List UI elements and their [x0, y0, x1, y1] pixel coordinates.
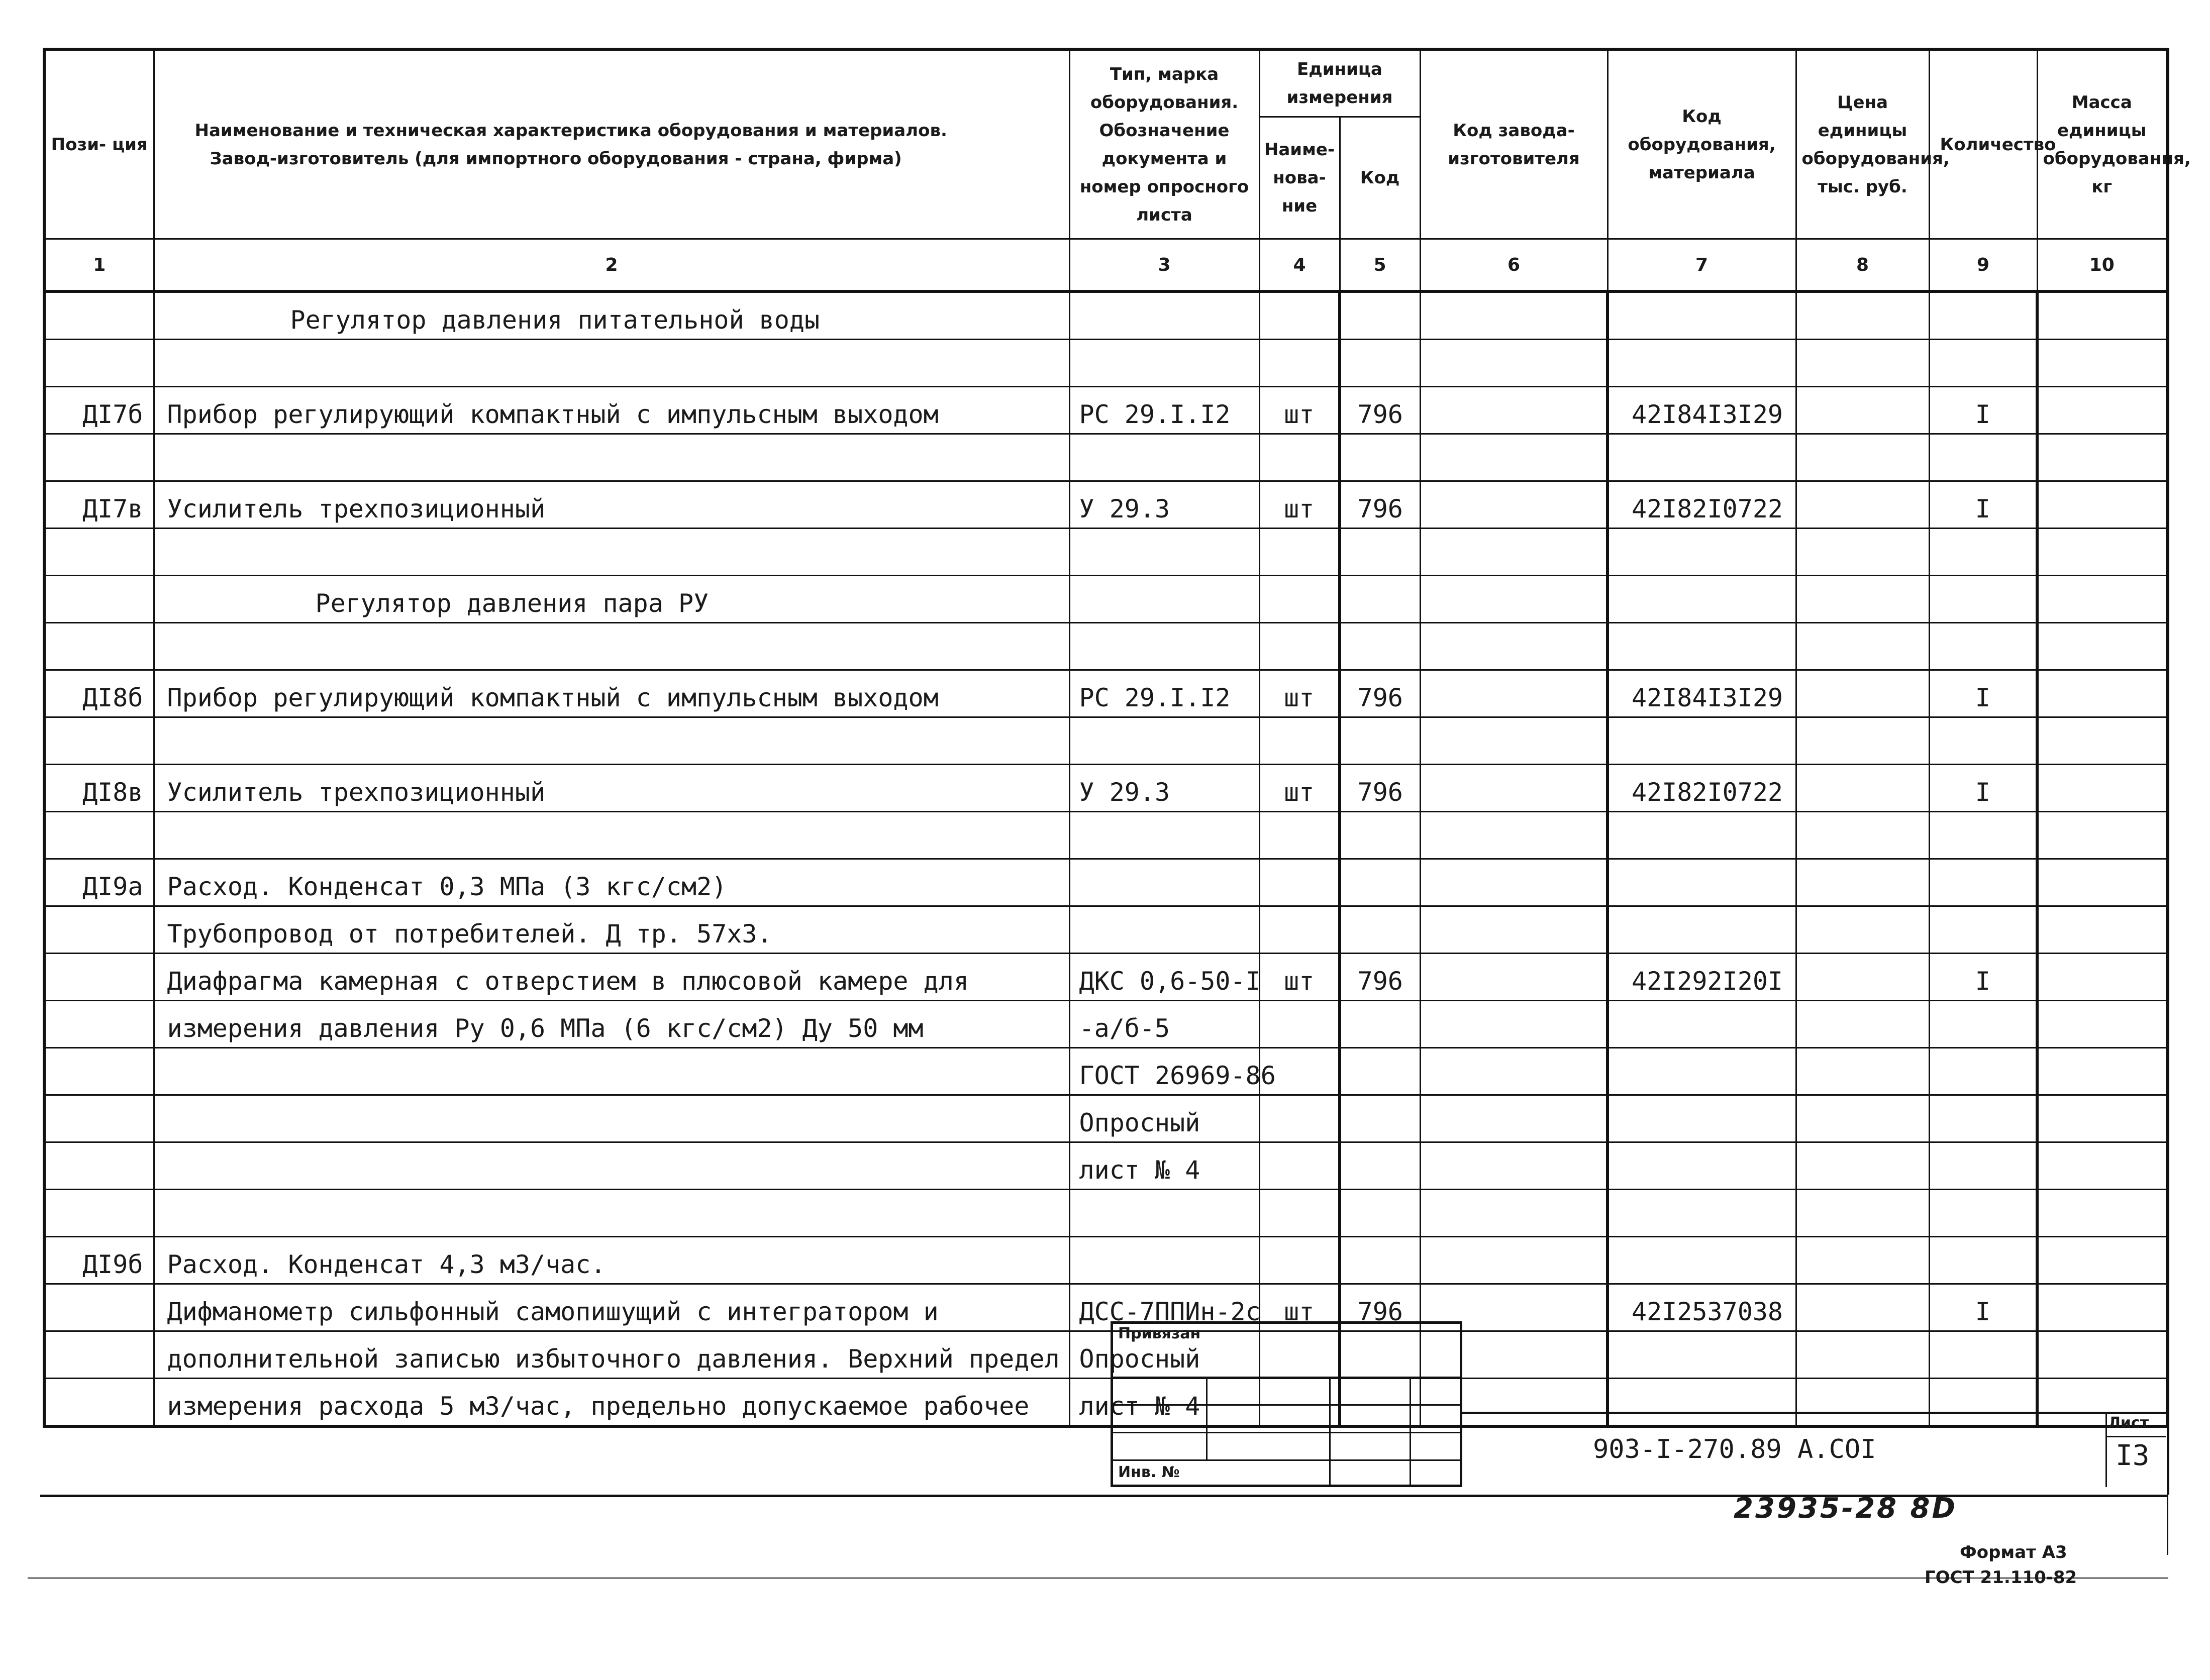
plant-code-cell [1420, 576, 1608, 623]
equipment-code-cell [1608, 529, 1796, 576]
quantity-cell [1929, 340, 2037, 387]
position-cell [44, 340, 154, 387]
mass-cell [2037, 1331, 2167, 1379]
unit-code-cell [1340, 812, 1420, 859]
col-number: 8 [1796, 239, 1929, 292]
equipment-code-cell [1608, 859, 1796, 906]
gost-label: ГОСТ 21.110-82 [1925, 1567, 2077, 1588]
type-cell [1069, 906, 1259, 954]
table-row [44, 434, 2167, 481]
binding-stamp [1111, 1321, 1462, 1487]
equipment-code-cell: 42I82I0722 [1608, 481, 1796, 529]
plant-code-cell [1420, 859, 1608, 906]
col-position-header: Пози- ция [44, 49, 154, 239]
mass-cell [2037, 434, 2167, 481]
price-cell [1796, 434, 1929, 481]
type-cell: Опросный [1069, 1095, 1259, 1142]
name-cell: дополнительной записью избыточного давления. Верхний предел [154, 1331, 1069, 1379]
name-cell [154, 340, 1069, 387]
plant-code-cell [1420, 387, 1608, 434]
position-cell [44, 576, 154, 623]
plant-code-cell [1420, 812, 1608, 859]
col-plant-code-header: Код завода-изготовителя [1420, 49, 1608, 239]
unit-code-cell [1340, 859, 1420, 906]
type-cell [1069, 529, 1259, 576]
table-row [44, 812, 2167, 859]
col-number: 10 [2037, 239, 2167, 292]
position-cell [44, 954, 154, 1001]
type-cell: Опросный [1069, 1331, 1259, 1379]
name-cell: Расход. Конденсат 4,3 м3/час. [154, 1237, 1069, 1284]
position-cell [44, 1190, 154, 1237]
table-row [44, 1379, 2167, 1427]
quantity-cell [1929, 1142, 2037, 1190]
table-row [44, 1190, 2167, 1237]
col-unit-name-header: Наиме-нова-ние [1259, 117, 1340, 239]
mass-cell [2037, 481, 2167, 529]
name-cell [154, 812, 1069, 859]
price-cell [1796, 954, 1929, 1001]
quantity-cell [1929, 576, 2037, 623]
unit-code-cell [1340, 340, 1420, 387]
mass-cell [2037, 859, 2167, 906]
unit-code-cell [1340, 434, 1420, 481]
inventory-label: Инв. № [1118, 1463, 1180, 1481]
mass-cell [2037, 954, 2167, 1001]
type-cell: ГОСТ 26969-86 [1069, 1048, 1259, 1095]
table-row [44, 576, 2167, 623]
unit-cell: шт [1259, 481, 1340, 529]
mass-cell [2037, 623, 2167, 670]
quantity-cell [1929, 906, 2037, 954]
equipment-code-cell: 42I84I3I29 [1608, 387, 1796, 434]
frame-right [2167, 48, 2169, 1495]
position-cell: ДI7в [44, 481, 154, 529]
quantity-cell [1929, 434, 2037, 481]
plant-code-cell [1420, 717, 1608, 765]
plant-code-cell [1420, 670, 1608, 717]
quantity-cell: I [1929, 765, 2037, 812]
name-cell: Дифманометр сильфонный самопишущий с интегратором и [154, 1284, 1069, 1331]
unit-code-cell: 796 [1340, 1284, 1420, 1331]
unit-cell: шт [1259, 670, 1340, 717]
position-cell [44, 717, 154, 765]
col-mass-header: Масса единицы оборудования, кг [2037, 49, 2167, 239]
plant-code-cell [1420, 623, 1608, 670]
title-block-rule [1460, 1412, 2166, 1414]
position-cell [44, 1048, 154, 1095]
equipment-code-cell: 42I82I0722 [1608, 765, 1796, 812]
plant-code-cell [1420, 1001, 1608, 1048]
unit-cell [1259, 1095, 1340, 1142]
type-cell [1069, 1237, 1259, 1284]
unit-code-cell [1340, 1001, 1420, 1048]
mass-cell [2037, 529, 2167, 576]
mass-cell [2037, 1095, 2167, 1142]
unit-cell: шт [1259, 387, 1340, 434]
col-number: 5 [1340, 239, 1420, 292]
plant-code-cell [1420, 1190, 1608, 1237]
unit-cell [1259, 291, 1340, 340]
unit-code-cell [1340, 529, 1420, 576]
mass-cell [2037, 812, 2167, 859]
price-cell [1796, 1048, 1929, 1095]
plant-code-cell [1420, 1095, 1608, 1142]
type-cell: ДКС 0,6-50-I [1069, 954, 1259, 1001]
unit-code-cell [1340, 1190, 1420, 1237]
price-cell [1796, 812, 1929, 859]
name-cell [154, 717, 1069, 765]
sheet-number: I3 [2116, 1439, 2150, 1472]
type-cell: РС 29.I.I2 [1069, 387, 1259, 434]
type-cell: ДСС-7ППИн-2с [1069, 1284, 1259, 1331]
type-cell [1069, 1190, 1259, 1237]
table-row [44, 954, 2167, 1001]
name-cell: Усилитель трехпозиционный [154, 765, 1069, 812]
equipment-code-cell: 42I2537038 [1608, 1284, 1796, 1331]
price-cell [1796, 1331, 1929, 1379]
unit-code-cell [1340, 623, 1420, 670]
position-cell [44, 291, 154, 340]
column-number-row [44, 239, 2167, 292]
unit-code-cell [1340, 717, 1420, 765]
sheet-label: Лист [2108, 1414, 2149, 1432]
mass-cell [2037, 1237, 2167, 1284]
unit-cell: шт [1259, 1284, 1340, 1331]
quantity-cell: I [1929, 670, 2037, 717]
name-cell [154, 1095, 1069, 1142]
quantity-cell [1929, 1190, 2037, 1237]
table-row [44, 1001, 2167, 1048]
mass-cell [2037, 906, 2167, 954]
unit-cell [1259, 529, 1340, 576]
name-cell: Усилитель трехпозиционный [154, 481, 1069, 529]
equipment-code-cell [1608, 906, 1796, 954]
table-row [44, 623, 2167, 670]
plant-code-cell [1420, 340, 1608, 387]
price-cell [1796, 765, 1929, 812]
tied-label: Привязан [1118, 1325, 1201, 1342]
mass-cell [2037, 1142, 2167, 1190]
price-cell [1796, 1190, 1929, 1237]
table-row [44, 906, 2167, 954]
name-cell: Регулятор давления питательной воды [154, 291, 1069, 340]
name-cell: Прибор регулирующий компактный с импульсным выходом [154, 670, 1069, 717]
equipment-code-cell [1608, 1001, 1796, 1048]
quantity-cell [1929, 1237, 2037, 1284]
equipment-code-cell [1608, 1331, 1796, 1379]
table-row [44, 340, 2167, 387]
col-qty-header: Количество [1929, 49, 2037, 239]
quantity-cell [1929, 859, 2037, 906]
price-cell [1796, 623, 1929, 670]
position-cell [44, 1142, 154, 1190]
table-row [44, 1048, 2167, 1095]
price-cell [1796, 1237, 1929, 1284]
position-cell: ДI7б [44, 387, 154, 434]
quantity-cell: I [1929, 1284, 2037, 1331]
table-row [44, 291, 2167, 340]
name-cell [154, 1190, 1069, 1237]
unit-cell [1259, 812, 1340, 859]
table-row [44, 481, 2167, 529]
quantity-cell [1929, 291, 2037, 340]
format-label: Формат А3 [1960, 1542, 2067, 1562]
trim-line [28, 1578, 2168, 1579]
position-cell [44, 434, 154, 481]
name-cell [154, 529, 1069, 576]
plant-code-cell [1420, 954, 1608, 1001]
unit-cell: шт [1259, 954, 1340, 1001]
col-number: 2 [154, 239, 1069, 292]
plant-code-cell [1420, 1142, 1608, 1190]
position-cell [44, 1001, 154, 1048]
plant-code-cell [1420, 481, 1608, 529]
col-number: 6 [1420, 239, 1608, 292]
mass-cell [2037, 1048, 2167, 1095]
name-cell [154, 623, 1069, 670]
type-cell: У 29.3 [1069, 765, 1259, 812]
price-cell [1796, 670, 1929, 717]
price-cell [1796, 340, 1929, 387]
unit-code-cell [1340, 1095, 1420, 1142]
equipment-code-cell [1608, 1237, 1796, 1284]
col-number: 4 [1259, 239, 1340, 292]
quantity-cell [1929, 1001, 2037, 1048]
col-number: 9 [1929, 239, 2037, 292]
name-cell: Диафрагма камерная с отверстием в плюсовой камере для [154, 954, 1069, 1001]
unit-code-cell [1340, 906, 1420, 954]
unit-code-cell: 796 [1340, 387, 1420, 434]
unit-code-cell: 796 [1340, 765, 1420, 812]
mass-cell [2037, 291, 2167, 340]
type-cell [1069, 859, 1259, 906]
unit-cell [1259, 340, 1340, 387]
plant-code-cell [1420, 906, 1608, 954]
unit-cell [1259, 434, 1340, 481]
unit-code-cell [1340, 1237, 1420, 1284]
price-cell [1796, 1284, 1929, 1331]
unit-code-cell [1340, 1142, 1420, 1190]
price-cell [1796, 529, 1929, 576]
col-type-header: Тип, марка оборудования. Обозначение документа и номер опросного листа [1069, 49, 1259, 239]
mass-cell [2037, 1001, 2167, 1048]
col-number: 7 [1608, 239, 1796, 292]
position-cell [44, 1095, 154, 1142]
quantity-cell [1929, 623, 2037, 670]
unit-cell [1259, 1190, 1340, 1237]
position-cell: ДI8в [44, 765, 154, 812]
equipment-code-cell [1608, 576, 1796, 623]
mass-cell [2037, 387, 2167, 434]
quantity-cell [1929, 1048, 2037, 1095]
unit-cell [1259, 1237, 1340, 1284]
document-code: 903-I-270.89 А.СОI [1593, 1434, 1876, 1464]
equipment-code-cell [1608, 291, 1796, 340]
unit-code-cell [1340, 1048, 1420, 1095]
position-cell: ДI9б [44, 1237, 154, 1284]
type-cell: РС 29.I.I2 [1069, 670, 1259, 717]
quantity-cell [1929, 1331, 2037, 1379]
name-cell: измерения расхода 5 м3/час, предельно допускаемое рабочее [154, 1379, 1069, 1427]
price-cell [1796, 1142, 1929, 1190]
col-equipment-code-header: Код оборудования, материала [1608, 49, 1796, 239]
unit-cell [1259, 623, 1340, 670]
position-cell [44, 1379, 154, 1427]
name-cell: Расход. Конденсат 0,3 МПа (3 кгс/см2) [154, 859, 1069, 906]
table-row [44, 717, 2167, 765]
position-cell [44, 812, 154, 859]
plant-code-cell [1420, 765, 1608, 812]
position-cell [44, 1284, 154, 1331]
price-cell [1796, 291, 1929, 340]
position-cell [44, 529, 154, 576]
equipment-code-cell [1608, 1142, 1796, 1190]
table-row [44, 859, 2167, 906]
table-row [44, 765, 2167, 812]
equipment-code-cell [1608, 717, 1796, 765]
plant-code-cell [1420, 529, 1608, 576]
equipment-code-cell [1608, 340, 1796, 387]
plant-code-cell [1420, 291, 1608, 340]
price-cell [1796, 859, 1929, 906]
col-name-header: Наименование и техническая характеристика оборудования и материалов. Завод-изготовитель (для импортного оборудования - страна, фирма) [154, 49, 1069, 239]
plant-code-cell [1420, 1048, 1608, 1095]
col-price-header: Цена единицы оборудования, тыс. руб. [1796, 49, 1929, 239]
unit-code-cell [1340, 576, 1420, 623]
type-cell [1069, 340, 1259, 387]
quantity-cell [1929, 1379, 2037, 1427]
type-cell: У 29.3 [1069, 481, 1259, 529]
equipment-code-cell [1608, 812, 1796, 859]
plant-code-cell [1420, 434, 1608, 481]
quantity-cell [1929, 1095, 2037, 1142]
equipment-code-cell [1608, 1190, 1796, 1237]
position-cell [44, 906, 154, 954]
table-row [44, 529, 2167, 576]
quantity-cell: I [1929, 387, 2037, 434]
type-cell [1069, 812, 1259, 859]
quantity-cell: I [1929, 954, 2037, 1001]
type-cell [1069, 291, 1259, 340]
unit-cell: шт [1259, 765, 1340, 812]
quantity-cell [1929, 717, 2037, 765]
price-cell [1796, 576, 1929, 623]
position-cell: ДI9а [44, 859, 154, 906]
unit-cell [1259, 576, 1340, 623]
mass-cell [2037, 1284, 2167, 1331]
specification-table [43, 48, 2191, 1428]
mass-cell [2037, 1190, 2167, 1237]
equipment-code-cell [1608, 1095, 1796, 1142]
name-cell: измерения давления Ру 0,6 МПа (6 кгс/см2) Ду 50 мм [154, 1001, 1069, 1048]
equipment-code-cell [1608, 623, 1796, 670]
quantity-cell [1929, 529, 2037, 576]
table-row [44, 1237, 2167, 1284]
price-cell [1796, 1379, 1929, 1427]
unit-cell [1259, 717, 1340, 765]
type-cell [1069, 576, 1259, 623]
mass-cell [2037, 576, 2167, 623]
name-cell [154, 1142, 1069, 1190]
unit-cell [1259, 1001, 1340, 1048]
position-cell [44, 1331, 154, 1379]
type-cell [1069, 717, 1259, 765]
price-cell [1796, 906, 1929, 954]
handwritten-number: 23935-28 8D [1734, 1492, 1957, 1525]
sheet-cell-rule [2105, 1436, 2166, 1437]
col-unit-group-header: Единица измерения [1259, 49, 1420, 117]
name-cell [154, 434, 1069, 481]
price-cell [1796, 1001, 1929, 1048]
price-cell [1796, 1095, 1929, 1142]
mass-cell [2037, 340, 2167, 387]
name-cell [154, 1048, 1069, 1095]
unit-code-cell: 796 [1340, 954, 1420, 1001]
table-row [44, 1095, 2167, 1142]
name-cell: Прибор регулирующий компактный с импульсным выходом [154, 387, 1069, 434]
mass-cell [2037, 670, 2167, 717]
unit-code-cell [1340, 291, 1420, 340]
unit-cell [1259, 906, 1340, 954]
type-cell: -а/б-5 [1069, 1001, 1259, 1048]
mass-cell [2037, 765, 2167, 812]
equipment-code-cell [1608, 1379, 1796, 1427]
table-row [44, 1284, 2167, 1331]
price-cell [1796, 717, 1929, 765]
equipment-code-cell: 42I84I3I29 [1608, 670, 1796, 717]
unit-cell [1259, 859, 1340, 906]
type-cell: лист № 4 [1069, 1142, 1259, 1190]
table-row [44, 670, 2167, 717]
equipment-code-cell: 42I292I20I [1608, 954, 1796, 1001]
table-row [44, 387, 2167, 434]
price-cell [1796, 387, 1929, 434]
type-cell [1069, 623, 1259, 670]
type-cell: лист № 4 [1069, 1379, 1259, 1427]
quantity-cell [1929, 812, 2037, 859]
unit-code-cell: 796 [1340, 481, 1420, 529]
unit-cell [1259, 1142, 1340, 1190]
plant-code-cell [1420, 1237, 1608, 1284]
table-row [44, 1142, 2167, 1190]
position-cell [44, 623, 154, 670]
name-cell: Трубопровод от потребителей. Д тр. 57х3. [154, 906, 1069, 954]
col-unit-code-header: Код [1340, 117, 1420, 239]
col-number: 3 [1069, 239, 1259, 292]
type-cell [1069, 434, 1259, 481]
name-cell: Регулятор давления пара РУ [154, 576, 1069, 623]
equipment-code-cell [1608, 434, 1796, 481]
position-cell: ДI8б [44, 670, 154, 717]
sheet-cell-divider [2105, 1412, 2107, 1487]
unit-code-cell: 796 [1340, 670, 1420, 717]
quantity-cell: I [1929, 481, 2037, 529]
frame-right-tail [2167, 1495, 2168, 1555]
price-cell [1796, 481, 1929, 529]
col-number: 1 [44, 239, 154, 292]
equipment-code-cell [1608, 1048, 1796, 1095]
mass-cell [2037, 717, 2167, 765]
table-row [44, 1331, 2167, 1379]
